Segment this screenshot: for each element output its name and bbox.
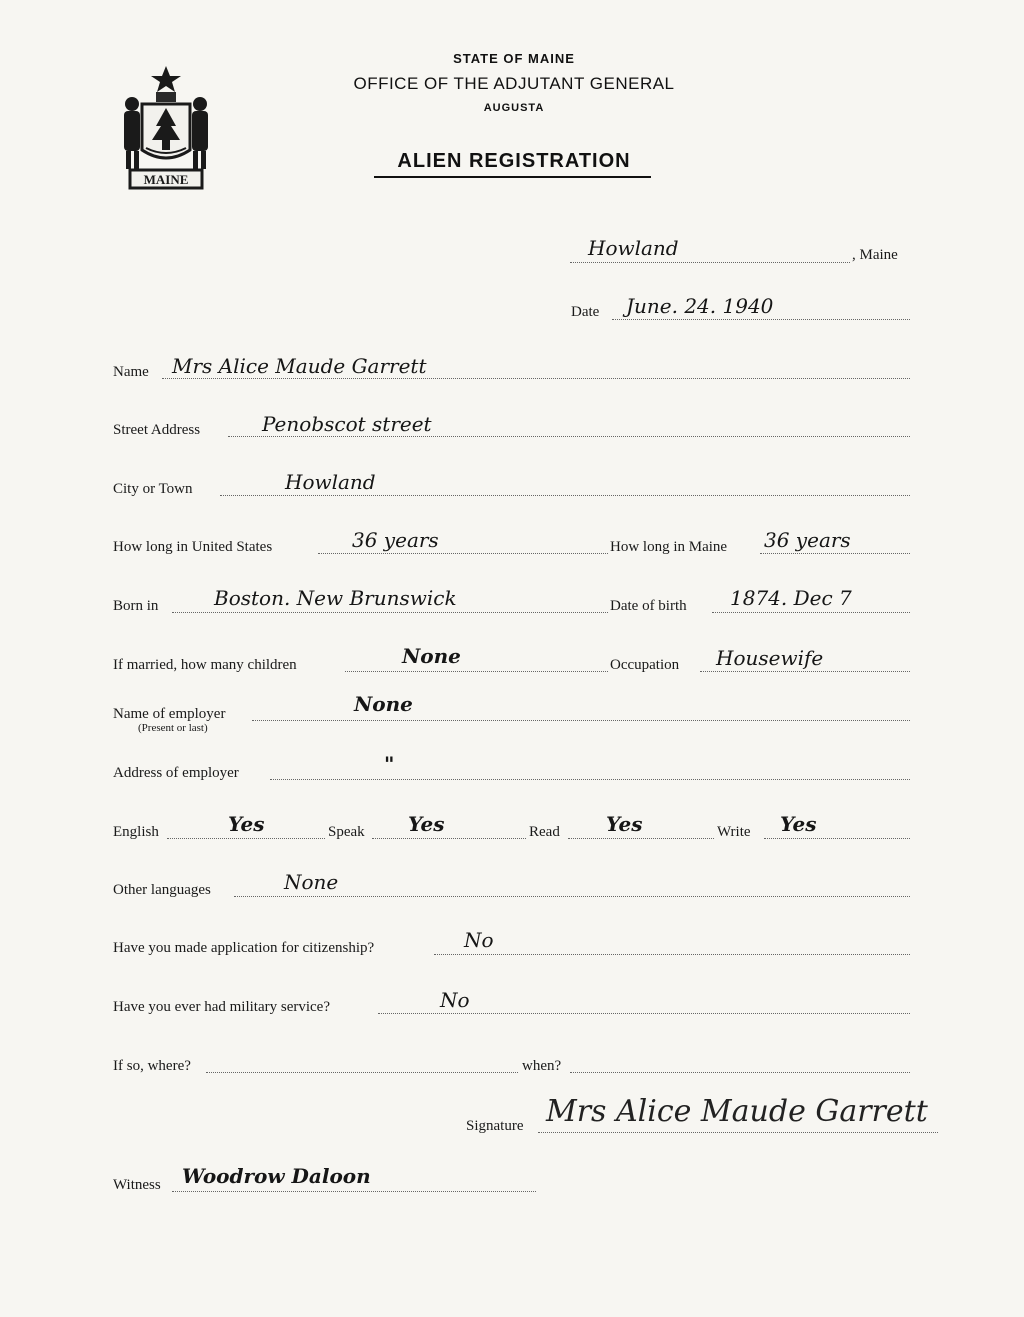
speak-line [372, 838, 526, 839]
employer-address-label: Address of employer [113, 765, 239, 781]
signature-label: Signature [466, 1118, 524, 1134]
military-line [378, 1013, 910, 1014]
city-line [220, 495, 910, 496]
seal-banner-text: MAINE [143, 172, 189, 187]
speak-label: Speak [328, 824, 365, 840]
when-label: when? [522, 1058, 562, 1074]
military-value: No [440, 988, 470, 1012]
military-label: Have you ever had military service? [113, 999, 330, 1015]
english-label: English [113, 824, 159, 840]
born-value: Boston. New Brunswick [214, 586, 457, 610]
name-value: Mrs Alice Maude Garrett [172, 354, 427, 378]
children-value: None [402, 644, 461, 668]
employer-address-line [270, 779, 910, 780]
city-heading: AUGUSTA [483, 102, 545, 114]
city-label: City or Town [113, 481, 193, 497]
write-value: Yes [780, 812, 817, 836]
occupation-line [700, 671, 910, 672]
maine-time-line [760, 553, 910, 554]
occupation-value: Housewife [716, 646, 824, 670]
other-languages-line [234, 896, 910, 897]
children-line [345, 671, 608, 672]
date-value: June. 24. 1940 [626, 294, 774, 318]
state-heading: STATE OF MAINE [453, 51, 575, 66]
form-title: ALIEN REGISTRATION [397, 150, 631, 172]
place-line [570, 262, 850, 263]
name-line [162, 378, 910, 379]
date-label: Date [571, 304, 600, 320]
street-line [228, 436, 910, 437]
title-underline [374, 176, 651, 178]
other-languages-label: Other languages [113, 882, 211, 898]
employer-address-value: " [384, 752, 395, 776]
witness-label: Witness [113, 1177, 161, 1193]
signature-value: Mrs Alice Maude Garrett [546, 1094, 928, 1129]
us-time-label: How long in United States [113, 539, 273, 555]
street-value: Penobscot street [262, 412, 432, 436]
street-label: Street Address [113, 422, 201, 438]
born-label: Born in [113, 598, 159, 614]
dob-value: 1874. Dec 7 [730, 586, 852, 610]
place-suffix: , Maine [852, 247, 898, 263]
employer-line [252, 720, 910, 721]
employer-label: Name of employer [113, 706, 226, 722]
speak-value: Yes [408, 812, 445, 836]
citizenship-label: Have you made application for citizenship? [113, 940, 375, 956]
born-line [172, 612, 608, 613]
dob-label: Date of birth [610, 598, 687, 614]
name-label: Name [113, 364, 149, 380]
citizenship-value: No [464, 928, 494, 952]
employer-value: None [354, 692, 413, 716]
dob-line [712, 612, 910, 613]
write-label: Write [717, 824, 751, 840]
office-heading: OFFICE OF THE ADJUTANT GENERAL [353, 74, 675, 93]
maine-time-label: How long in Maine [610, 539, 728, 555]
date-line [612, 319, 910, 320]
place-value: Howland [588, 236, 679, 260]
witness-value: Woodrow Daloon [182, 1164, 371, 1188]
english-value: Yes [228, 812, 265, 836]
maine-state-seal [110, 62, 222, 194]
write-line [764, 838, 910, 839]
read-line [568, 838, 714, 839]
when-line [570, 1072, 910, 1073]
where-label: If so, where? [113, 1058, 191, 1074]
city-value: Howland [285, 470, 376, 494]
maine-time-value: 36 years [764, 528, 851, 552]
citizenship-line [434, 954, 910, 955]
children-label: If married, how many children [113, 657, 297, 673]
employer-sublabel: (Present or last) [138, 722, 208, 734]
where-line [206, 1072, 518, 1073]
us-time-value: 36 years [352, 528, 439, 552]
other-languages-value: None [284, 870, 339, 894]
read-label: Read [529, 824, 560, 840]
signature-line [538, 1132, 938, 1133]
english-line [167, 838, 325, 839]
occupation-label: Occupation [610, 657, 680, 673]
read-value: Yes [606, 812, 643, 836]
us-time-line [318, 553, 608, 554]
witness-line [172, 1191, 536, 1192]
